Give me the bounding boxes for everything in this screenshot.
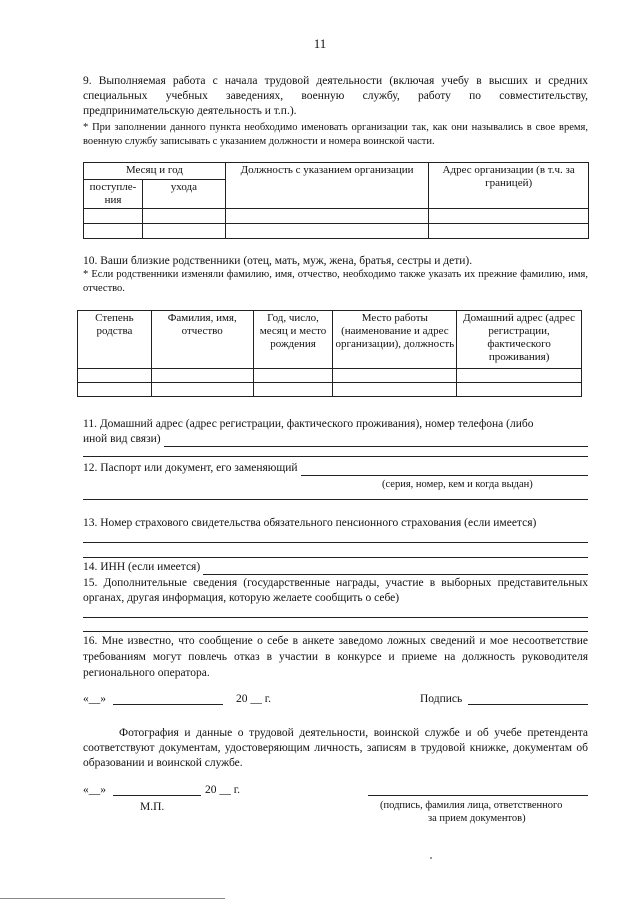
section-11-text-2: иной вид связи) — [83, 433, 161, 445]
table-row — [84, 224, 589, 239]
section-9-note: * При заполнении данного пункта необходимо именовать организации так, как они назывались в свое время, военную службу записывать с указанием должности и номера воинской части. — [83, 122, 588, 147]
section-11-text-1: 11. Домашний адрес (адрес регистрации, фактического проживания), номер телефона (либо — [83, 418, 534, 430]
header-fio: Фамилия, имя, отчество — [151, 311, 253, 369]
section-9-text: 9. Выполняемая работа с начала трудовой деятельности (включая учебу в высших и средних специальных учебных заведениях, военную службу, работу по совместительству, предпринимательскую деятельность и т.п.). — [83, 75, 588, 117]
header-leave: ухода — [142, 180, 225, 209]
snils-field-line-2[interactable] — [83, 557, 588, 558]
signature-field[interactable] — [468, 704, 588, 705]
additional-info-field[interactable] — [83, 617, 588, 618]
header-workplace: Место работы (наименование и адрес организации), должность — [333, 311, 457, 369]
scan-speck — [430, 857, 432, 859]
header-birth: Год, число, месяц и место рождения — [253, 311, 333, 369]
header-position: Должность с указанием организации — [225, 163, 429, 209]
header-degree: Степень родства — [78, 311, 152, 369]
verify-date-open: «__» — [83, 784, 106, 796]
work-history-table — [83, 162, 589, 239]
section-14-text: 14. ИНН (если имеется) — [83, 561, 201, 573]
scan-edge-line — [0, 898, 225, 899]
section-16-text: 16. Мне известно, что сообщение о себе в анкете заведомо ложных сведений и мое несоответствие требованиям могут повлечь отказ в участии в конкурсе и приеме на должность руководителя регионального оператора. — [83, 635, 588, 679]
responsible-caption-1: (подпись, фамилия лица, ответственного — [380, 800, 563, 811]
table-row — [78, 369, 582, 383]
sign-date-open: «__» — [83, 693, 106, 705]
section-13-text: 13. Номер страхового свидетельства обязательного пенсионного страхования (если имеется) — [83, 517, 537, 529]
responsible-caption-2: за прием документов) — [428, 813, 526, 824]
sign-year: 20 __ г. — [236, 693, 272, 705]
section-15-text: 15. Дополнительные сведения (государственные награды, участие в выборных представительных органах, другая информация, которую желаете сообщить о себе) — [83, 577, 588, 604]
verify-date-field[interactable] — [113, 795, 201, 796]
passport-field-line-2[interactable] — [83, 499, 588, 500]
section-10-note: * Если родственники изменяли фамилию, имя, отчество, необходимо также указать их прежние фамилию, имя, отчество. — [83, 269, 588, 294]
header-org-address: Адрес организации (в т.ч. за границей) — [429, 163, 589, 209]
responsible-signature-field[interactable] — [368, 795, 588, 796]
section-12-text: 12. Паспорт или документ, его заменяющий — [83, 462, 298, 474]
home-address-field[interactable] — [164, 435, 588, 447]
table-row — [84, 209, 589, 224]
verification-text: Фотография и данные о трудовой деятельности, воинской службе и об учебе претендента соответствуют документам, удостоверяющим личность, записям в трудовой книжке, документам об образовании и воинской службе. — [83, 727, 588, 769]
header-home-address: Домашний адрес (адрес регистрации, фактического проживания) — [457, 311, 582, 369]
sign-date-field[interactable] — [113, 704, 223, 705]
header-month-year: Месяц и год — [84, 163, 226, 180]
additional-info-field-line-2[interactable] — [83, 631, 588, 632]
header-entry: поступле- ния — [84, 180, 143, 209]
home-address-field-line-2[interactable] — [83, 456, 588, 457]
signature-label: Подпись — [420, 693, 463, 705]
passport-hint: (серия, номер, кем и когда выдан) — [382, 479, 533, 490]
table-row — [78, 383, 582, 397]
verify-year: 20 __ г. — [205, 784, 241, 796]
page-number: 11 — [313, 36, 327, 51]
passport-field[interactable] — [301, 464, 588, 476]
stamp-placeholder: М.П. — [140, 801, 165, 813]
section-10-text: 10. Ваши близкие родственники (отец, мать, муж, жена, братья, сестры и дети). — [83, 255, 473, 267]
relatives-table — [77, 310, 582, 397]
snils-field[interactable] — [83, 542, 588, 543]
inn-field[interactable] — [203, 563, 588, 575]
